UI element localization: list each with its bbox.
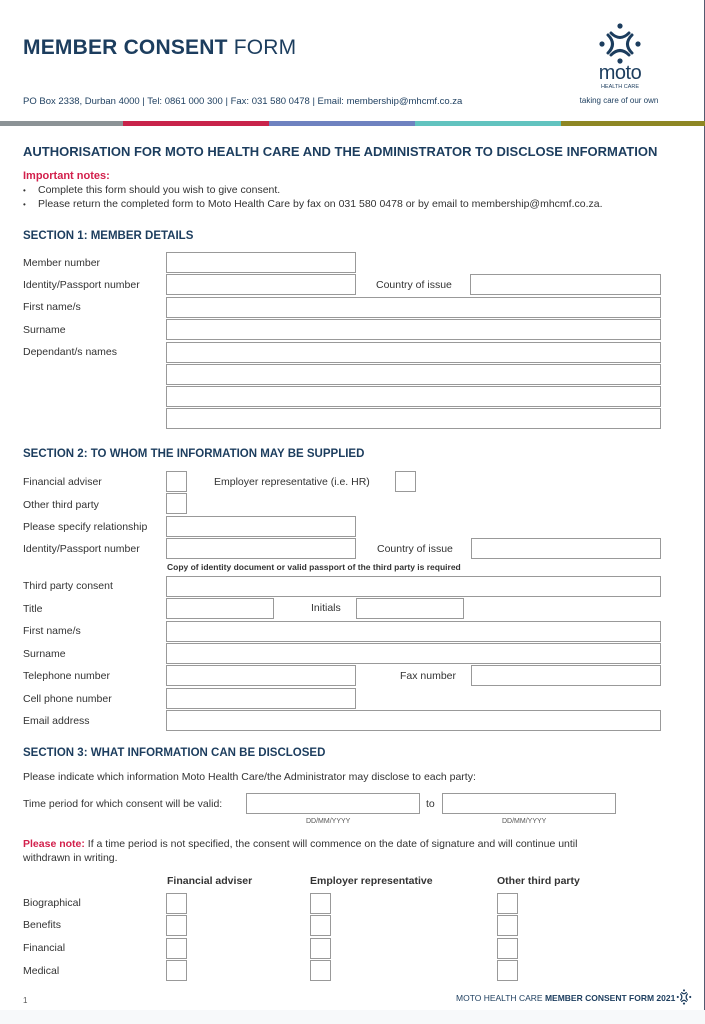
initials-field[interactable] bbox=[356, 598, 464, 619]
dependants-label: Dependant/s names bbox=[23, 346, 117, 358]
employer-rep-label: Employer representative (i.e. HR) bbox=[214, 476, 370, 488]
country-of-issue-label: Country of issue bbox=[376, 279, 452, 291]
tp-surname-label: Surname bbox=[23, 648, 66, 660]
cell-field[interactable] bbox=[166, 688, 356, 709]
first-names-field[interactable] bbox=[166, 297, 661, 318]
fax-field[interactable] bbox=[471, 665, 661, 686]
stripe-olive bbox=[561, 121, 705, 126]
tp-id-passport-field[interactable] bbox=[166, 538, 356, 559]
date-to-field[interactable] bbox=[442, 793, 616, 814]
tp-country-of-issue-label: Country of issue bbox=[377, 543, 453, 555]
benefits-employer-rep-checkbox[interactable] bbox=[310, 915, 331, 936]
id-copy-note: Copy of identity document or valid passport of the third party is required bbox=[167, 562, 461, 572]
email-field[interactable] bbox=[166, 710, 661, 731]
dependant-name-field-4[interactable] bbox=[166, 408, 661, 429]
moto-people-icon bbox=[676, 989, 692, 1005]
financial-employer-rep-checkbox[interactable] bbox=[310, 938, 331, 959]
medical-financial-adviser-checkbox[interactable] bbox=[166, 960, 187, 981]
please-note-cont: withdrawn in writing. bbox=[23, 852, 118, 864]
email-label: Email address bbox=[23, 715, 90, 727]
section2-title: SECTION 2: TO WHOM THE INFORMATION MAY BE SUPPLIED bbox=[23, 448, 365, 460]
benefits-other-third-party-checkbox[interactable] bbox=[497, 915, 518, 936]
member-number-field[interactable] bbox=[166, 252, 356, 273]
page-title bbox=[23, 36, 296, 60]
country-of-issue-field[interactable] bbox=[470, 274, 661, 295]
date-from-hint: DD/MM/YYYY bbox=[306, 818, 351, 825]
time-period-label: Time period for which consent will be valid: bbox=[23, 798, 223, 810]
section3-intro: Please indicate which information Moto Health Care/the Administrator may disclose to each party: bbox=[23, 771, 476, 783]
id-passport-label: Identity/Passport number bbox=[23, 279, 140, 291]
relationship-field[interactable] bbox=[166, 516, 356, 537]
tp-first-names-field[interactable] bbox=[166, 621, 661, 642]
financial-adviser-checkbox[interactable] bbox=[166, 471, 187, 492]
surname-label: Surname bbox=[23, 324, 66, 336]
stripe-blue bbox=[269, 121, 415, 126]
financial-adviser-label: Financial adviser bbox=[23, 476, 102, 488]
other-third-party-checkbox[interactable] bbox=[166, 493, 187, 514]
row-label-medical: Medical bbox=[23, 965, 60, 977]
title-label: Title bbox=[23, 603, 43, 615]
dependant-name-field-3[interactable] bbox=[166, 386, 661, 407]
important-notes-title: Important notes: bbox=[23, 170, 110, 182]
member-number-label: Member number bbox=[23, 257, 101, 269]
row-label-financial: Financial bbox=[23, 942, 66, 954]
page-bottom-edge bbox=[0, 1010, 705, 1024]
benefits-financial-adviser-checkbox[interactable] bbox=[166, 915, 187, 936]
contact-details: PO Box 2338, Durban 4000 | Tel: 0861 000 300 | Fax: 031 580 0478 | Email: membership@mhcmf.co.za bbox=[23, 96, 463, 107]
please-note: Please note: If a time period is not specified, the consent will commence on the date of signature and will continue until bbox=[23, 838, 578, 850]
note-item: • Please return the completed form to Moto Health Care by fax on 031 580 0478 or by email to membership@mhcmf.co.za. bbox=[23, 198, 603, 210]
dependant-name-field-1[interactable] bbox=[166, 342, 661, 363]
date-to-hint: DD/MM/YYYY bbox=[502, 818, 547, 825]
main-heading: AUTHORISATION FOR MOTO HEALTH CARE AND THE ADMINISTRATOR TO DISCLOSE INFORMATION bbox=[23, 144, 658, 159]
third-party-consent-label: Third party consent bbox=[23, 580, 113, 592]
row-label-benefits: Benefits bbox=[23, 919, 61, 931]
col-header-employer-rep: Employer representative bbox=[310, 875, 433, 887]
col-header-other-third-party: Other third party bbox=[497, 875, 580, 887]
logo-tagline: taking care of our own bbox=[579, 96, 659, 105]
page-number: 1 bbox=[23, 996, 28, 1005]
note-item: • Complete this form should you wish to give consent. bbox=[23, 184, 281, 196]
tp-id-passport-label: Identity/Passport number bbox=[23, 543, 140, 555]
row-label-biographical: Biographical bbox=[23, 897, 81, 909]
medical-other-third-party-checkbox[interactable] bbox=[497, 960, 518, 981]
surname-field[interactable] bbox=[166, 319, 661, 340]
medical-employer-rep-checkbox[interactable] bbox=[310, 960, 331, 981]
stripe-red bbox=[123, 121, 269, 126]
dependant-name-field-2[interactable] bbox=[166, 364, 661, 385]
biographical-other-third-party-checkbox[interactable] bbox=[497, 893, 518, 914]
employer-rep-checkbox[interactable] bbox=[395, 471, 416, 492]
financial-financial-adviser-checkbox[interactable] bbox=[166, 938, 187, 959]
first-names-label: First name/s bbox=[23, 301, 81, 313]
footer-text: MOTO HEALTH CARE MEMBER CONSENT FORM 2021 bbox=[456, 993, 676, 1003]
tp-first-names-label: First name/s bbox=[23, 625, 81, 637]
date-from-field[interactable] bbox=[246, 793, 420, 814]
other-third-party-label: Other third party bbox=[23, 499, 99, 511]
to-label: to bbox=[426, 798, 435, 810]
cell-label: Cell phone number bbox=[23, 693, 112, 705]
financial-other-third-party-checkbox[interactable] bbox=[497, 938, 518, 959]
col-header-financial-adviser: Financial adviser bbox=[167, 875, 253, 887]
tp-surname-field[interactable] bbox=[166, 643, 661, 664]
third-party-consent-field[interactable] bbox=[166, 576, 661, 597]
title-field[interactable] bbox=[166, 598, 274, 619]
title-light: FORM bbox=[233, 36, 297, 59]
logo-subtitle: HEALTH CARE bbox=[600, 84, 640, 90]
telephone-label: Telephone number bbox=[23, 670, 110, 682]
stripe-grey bbox=[0, 121, 123, 126]
biographical-employer-rep-checkbox[interactable] bbox=[310, 893, 331, 914]
title-bold: MEMBER CONSENT bbox=[23, 36, 228, 59]
tp-country-of-issue-field[interactable] bbox=[471, 538, 661, 559]
logo-wordmark: moto bbox=[598, 62, 642, 84]
relationship-label: Please specify relationship bbox=[23, 521, 148, 533]
section1-title: SECTION 1: MEMBER DETAILS bbox=[23, 230, 194, 242]
stripe-teal bbox=[415, 121, 561, 126]
section3-title: SECTION 3: WHAT INFORMATION CAN BE DISCLOSED bbox=[23, 747, 326, 759]
initials-label: Initials bbox=[311, 602, 341, 614]
telephone-field[interactable] bbox=[166, 665, 356, 686]
id-passport-field[interactable] bbox=[166, 274, 356, 295]
fax-label: Fax number bbox=[400, 670, 457, 682]
biographical-financial-adviser-checkbox[interactable] bbox=[166, 893, 187, 914]
